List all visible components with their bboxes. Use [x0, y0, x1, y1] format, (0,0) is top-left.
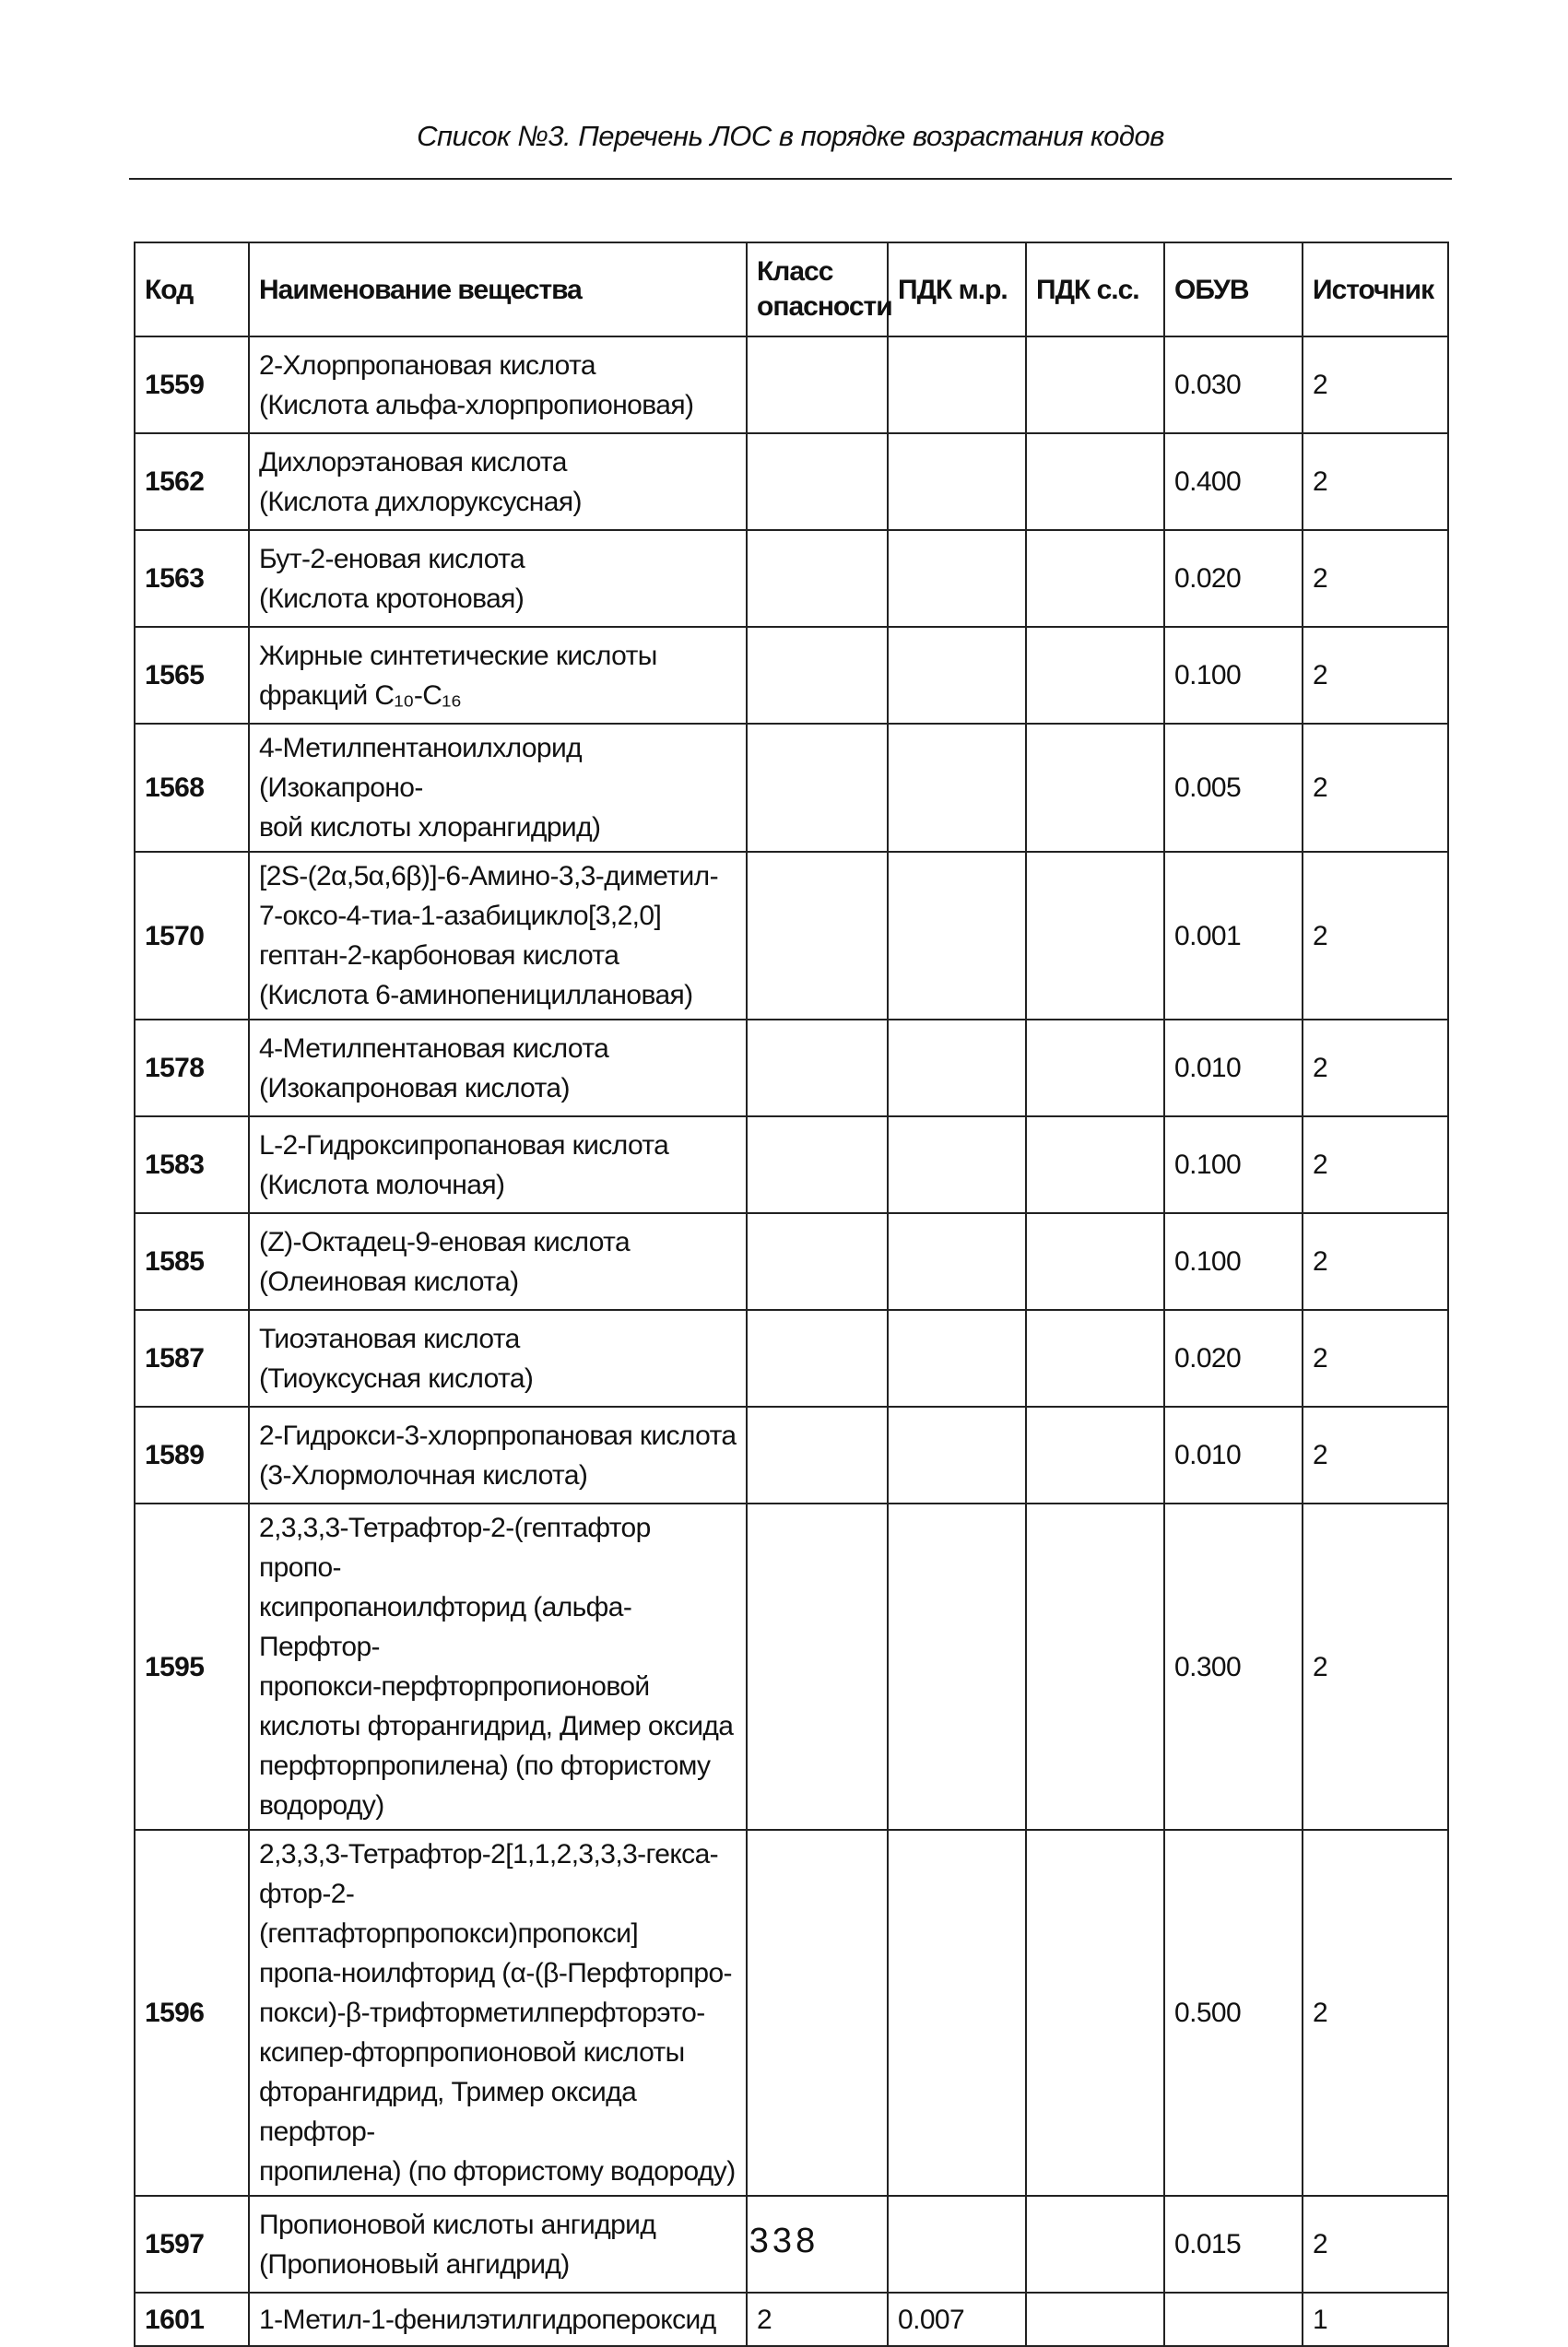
- cell-hazard-class: [747, 1830, 888, 2196]
- cell-name-line: покси)-β-трифторметилперфторэто-: [259, 1998, 705, 2028]
- cell-name-line: Пропионовой кислоты ангидрид: [259, 2209, 656, 2240]
- table-row: [135, 1213, 1448, 1310]
- cell-pdk-mr: [888, 724, 1026, 852]
- cell-code: 1562: [135, 433, 249, 530]
- table-row: [135, 627, 1448, 724]
- cell-pdk-ss: [1026, 1407, 1164, 1504]
- cell-name-line: ксипер-фторпропионовой кислоты: [259, 2037, 685, 2068]
- col-header-name: Наименование вещества: [249, 242, 747, 336]
- cell-hazard-class: [747, 1020, 888, 1116]
- col-header-source: Источник: [1303, 242, 1448, 336]
- cell-name-line: (Пропионовый ангидрид): [259, 2248, 570, 2280]
- table-row: [135, 1020, 1448, 1116]
- cell-name-line: гептан-2-карбоновая кислота: [259, 940, 619, 971]
- cell-name-line: пропилена) (по фтористому водороду): [259, 2156, 736, 2187]
- cell-source: 2: [1303, 724, 1448, 852]
- table-header-row: [135, 242, 1448, 336]
- cell-pdk-ss: [1026, 433, 1164, 530]
- cell-name-line: пропокси-перфторпропионовой: [259, 1671, 650, 1702]
- cell-name-line: (Кислота кротоновая): [259, 583, 525, 614]
- cell-name-line: (Кислота дихлоруксусная): [259, 486, 582, 517]
- cell-name-line: вой кислоты хлорангидрид): [259, 812, 601, 843]
- page-header-title: Список №3. Перечень ЛОС в порядке возрастания кодов: [417, 120, 1164, 152]
- cell-pdk-ss: [1026, 1213, 1164, 1310]
- cell-name-line: кислоты фторангидрид, Димер оксида: [259, 1711, 734, 1741]
- cell-name-line: 7-оксо-4-тиа-1-азабицикло[3,2,0]: [259, 901, 662, 931]
- cell-name: [249, 1116, 747, 1213]
- cell-pdk-ss: [1026, 724, 1164, 852]
- cell-code: 1585: [135, 1213, 249, 1310]
- los-table: [134, 242, 1449, 2347]
- cell-source: 2: [1303, 2196, 1448, 2293]
- cell-obuv: 0.300: [1164, 1504, 1303, 1830]
- cell-pdk-ss: [1026, 336, 1164, 433]
- cell-pdk-ss: [1026, 530, 1164, 627]
- cell-pdk-ss: [1026, 1020, 1164, 1116]
- cell-source: 2: [1303, 1830, 1448, 2196]
- cell-name: [249, 336, 747, 433]
- table-row: [135, 1116, 1448, 1213]
- cell-hazard-class: 2: [747, 2293, 888, 2346]
- cell-hazard-class: [747, 724, 888, 852]
- table-row: [135, 433, 1448, 530]
- cell-name-line: 2,3,3,3-Тетрафтор-2[1,1,2,3,3,3-гекса-: [259, 1839, 719, 1869]
- col-header-pdk-mr: ПДК м.р.: [888, 242, 1026, 336]
- cell-name: [249, 1213, 747, 1310]
- cell-obuv: 0.100: [1164, 1116, 1303, 1213]
- cell-hazard-class: [747, 852, 888, 1020]
- cell-code: 1570: [135, 852, 249, 1020]
- cell-pdk-ss: [1026, 627, 1164, 724]
- col-header-obuv: ОБУВ: [1164, 242, 1303, 336]
- cell-name-line: фторангидрид, Тример оксида перфтор-: [259, 2077, 637, 2147]
- cell-hazard-class: [747, 1310, 888, 1407]
- table-row: [135, 1407, 1448, 1504]
- header-divider: [129, 178, 1452, 180]
- cell-source: 2: [1303, 627, 1448, 724]
- cell-name: [249, 852, 747, 1020]
- cell-obuv: 0.100: [1164, 627, 1303, 724]
- cell-pdk-mr: [888, 530, 1026, 627]
- cell-hazard-class: [747, 1116, 888, 1213]
- cell-obuv: 0.400: [1164, 433, 1303, 530]
- col-header-hazard-class-line1: Класс: [757, 256, 833, 287]
- cell-name-line: 1-Метил-1-фенилэтилгидропероксид: [259, 2304, 716, 2335]
- table-row: [135, 336, 1448, 433]
- cell-pdk-mr: [888, 1020, 1026, 1116]
- cell-name-line: (Кислота 6-аминопенициллановая): [259, 980, 693, 1010]
- col-header-pdk-ss: ПДК с.с.: [1026, 242, 1164, 336]
- cell-name-line: [2S-(2α,5α,6β)]-6-Амино-3,3-диметил-: [259, 861, 718, 891]
- cell-name: [249, 1504, 747, 1830]
- cell-name-line: 2-Хлорпропановая кислота: [259, 349, 595, 381]
- cell-pdk-mr: [888, 1407, 1026, 1504]
- cell-source: 2: [1303, 433, 1448, 530]
- cell-hazard-class: [747, 336, 888, 433]
- col-header-code: Код: [135, 242, 249, 336]
- cell-name-line: (Z)-Октадец-9-еновая кислота: [259, 1226, 631, 1257]
- table-body: [135, 336, 1448, 2346]
- cell-name: [249, 433, 747, 530]
- table-row: [135, 1830, 1448, 2196]
- cell-name-line: Жирные синтетические кислоты: [259, 640, 657, 671]
- cell-name-line: (Тиоуксусная кислота): [259, 1362, 534, 1394]
- cell-obuv: 0.001: [1164, 852, 1303, 1020]
- cell-name-line: L-2-Гидроксипропановая кислота: [259, 1129, 669, 1161]
- cell-pdk-ss: [1026, 1504, 1164, 1830]
- cell-pdk-ss: [1026, 1116, 1164, 1213]
- cell-name-line: (Кислота молочная): [259, 1169, 505, 1200]
- cell-name-line: 4-Метилпентаноилхлорид (Изокапроно-: [259, 733, 583, 803]
- cell-code: 1597: [135, 2196, 249, 2293]
- cell-name-line: 2-Гидрокси-3-хлорпропановая кислота: [259, 1420, 737, 1451]
- col-header-hazard-class-line2: опасности: [757, 291, 892, 322]
- cell-name-line: (Олеиновая кислота): [259, 1266, 519, 1297]
- cell-code: 1583: [135, 1116, 249, 1213]
- cell-hazard-class: [747, 1407, 888, 1504]
- cell-code: 1596: [135, 1830, 249, 2196]
- cell-code: 1595: [135, 1504, 249, 1830]
- cell-code: 1589: [135, 1407, 249, 1504]
- cell-name-line: (Кислота альфа-хлорпропионовая): [259, 389, 694, 420]
- cell-obuv: 0.100: [1164, 1213, 1303, 1310]
- cell-name-line: Дихлорэтановая кислота: [259, 446, 567, 478]
- cell-name-line: (3-Хлормолочная кислота): [259, 1459, 588, 1491]
- cell-source: 2: [1303, 1407, 1448, 1504]
- cell-pdk-ss: [1026, 2293, 1164, 2346]
- cell-name: [249, 1310, 747, 1407]
- cell-name-line: Бут-2-еновая кислота: [259, 543, 525, 574]
- cell-pdk-mr: 0.007: [888, 2293, 1026, 2346]
- cell-name: [249, 2293, 747, 2346]
- cell-code: 1601: [135, 2293, 249, 2346]
- cell-name: [249, 627, 747, 724]
- cell-pdk-mr: [888, 627, 1026, 724]
- cell-pdk-mr: [888, 1213, 1026, 1310]
- cell-obuv: 0.005: [1164, 724, 1303, 852]
- cell-code: 1568: [135, 724, 249, 852]
- table-row: [135, 852, 1448, 1020]
- cell-code: 1578: [135, 1020, 249, 1116]
- cell-obuv: 0.020: [1164, 530, 1303, 627]
- cell-source: 2: [1303, 1020, 1448, 1116]
- cell-name: [249, 724, 747, 852]
- page-number: 338: [749, 2222, 819, 2260]
- cell-pdk-mr: [888, 1830, 1026, 2196]
- cell-name-line: ксипропаноилфторид (альфа-Перфтор-: [259, 1592, 632, 1662]
- cell-source: 2: [1303, 336, 1448, 433]
- cell-hazard-class: [747, 1213, 888, 1310]
- cell-code: 1559: [135, 336, 249, 433]
- cell-name: [249, 530, 747, 627]
- cell-hazard-class: [747, 627, 888, 724]
- cell-obuv: 0.010: [1164, 1020, 1303, 1116]
- cell-name-line: водороду): [259, 1790, 384, 1821]
- cell-source: 1: [1303, 2293, 1448, 2346]
- cell-pdk-ss: [1026, 1830, 1164, 2196]
- cell-name-line: фракций C₁₀-C₁₆: [259, 679, 462, 711]
- col-header-hazard-class: [747, 242, 892, 336]
- table-row: [135, 1310, 1448, 1407]
- cell-name-line: перфторпропилена) (по фтористому: [259, 1751, 711, 1781]
- cell-hazard-class: [747, 433, 888, 530]
- cell-code: 1565: [135, 627, 249, 724]
- cell-pdk-mr: [888, 1310, 1026, 1407]
- cell-name-line: фтор-2- (гептафторпропокси)пропокси]: [259, 1879, 639, 1949]
- cell-source: 2: [1303, 852, 1448, 1020]
- cell-name: [249, 1407, 747, 1504]
- cell-name-line: 2,3,3,3-Тетрафтор-2-(гептафтор пропо-: [259, 1513, 651, 1583]
- cell-name: [249, 1830, 747, 2196]
- cell-pdk-mr: [888, 1504, 1026, 1830]
- cell-obuv: 0.015: [1164, 2196, 1303, 2293]
- cell-name-line: пропа-ноилфторид (α-(β-Перфторпро-: [259, 1958, 732, 1988]
- cell-pdk-mr: [888, 852, 1026, 1020]
- cell-pdk-mr: [888, 1116, 1026, 1213]
- cell-name-line: 4-Метилпентановая кислота: [259, 1032, 609, 1064]
- cell-pdk-mr: [888, 433, 1026, 530]
- table-row: [135, 1504, 1448, 1830]
- cell-source: 2: [1303, 1310, 1448, 1407]
- cell-source: 2: [1303, 1116, 1448, 1213]
- cell-obuv: 0.020: [1164, 1310, 1303, 1407]
- cell-code: 1563: [135, 530, 249, 627]
- table-row: [135, 2293, 1448, 2346]
- cell-code: 1587: [135, 1310, 249, 1407]
- cell-name-line: (Изокапроновая кислота): [259, 1072, 570, 1103]
- cell-hazard-class: [747, 1504, 888, 1830]
- cell-obuv: [1164, 2293, 1303, 2346]
- cell-source: 2: [1303, 1213, 1448, 1310]
- cell-pdk-ss: [1026, 852, 1164, 1020]
- cell-obuv: 0.030: [1164, 336, 1303, 433]
- cell-name: [249, 1020, 747, 1116]
- cell-source: 2: [1303, 1504, 1448, 1830]
- cell-pdk-mr: [888, 336, 1026, 433]
- cell-hazard-class: [747, 530, 888, 627]
- cell-pdk-ss: [1026, 1310, 1164, 1407]
- table-row: [135, 530, 1448, 627]
- cell-source: 2: [1303, 530, 1448, 627]
- cell-name-line: Тиоэтановая кислота: [259, 1323, 520, 1354]
- table-row: [135, 724, 1448, 852]
- cell-obuv: 0.010: [1164, 1407, 1303, 1504]
- cell-obuv: 0.500: [1164, 1830, 1303, 2196]
